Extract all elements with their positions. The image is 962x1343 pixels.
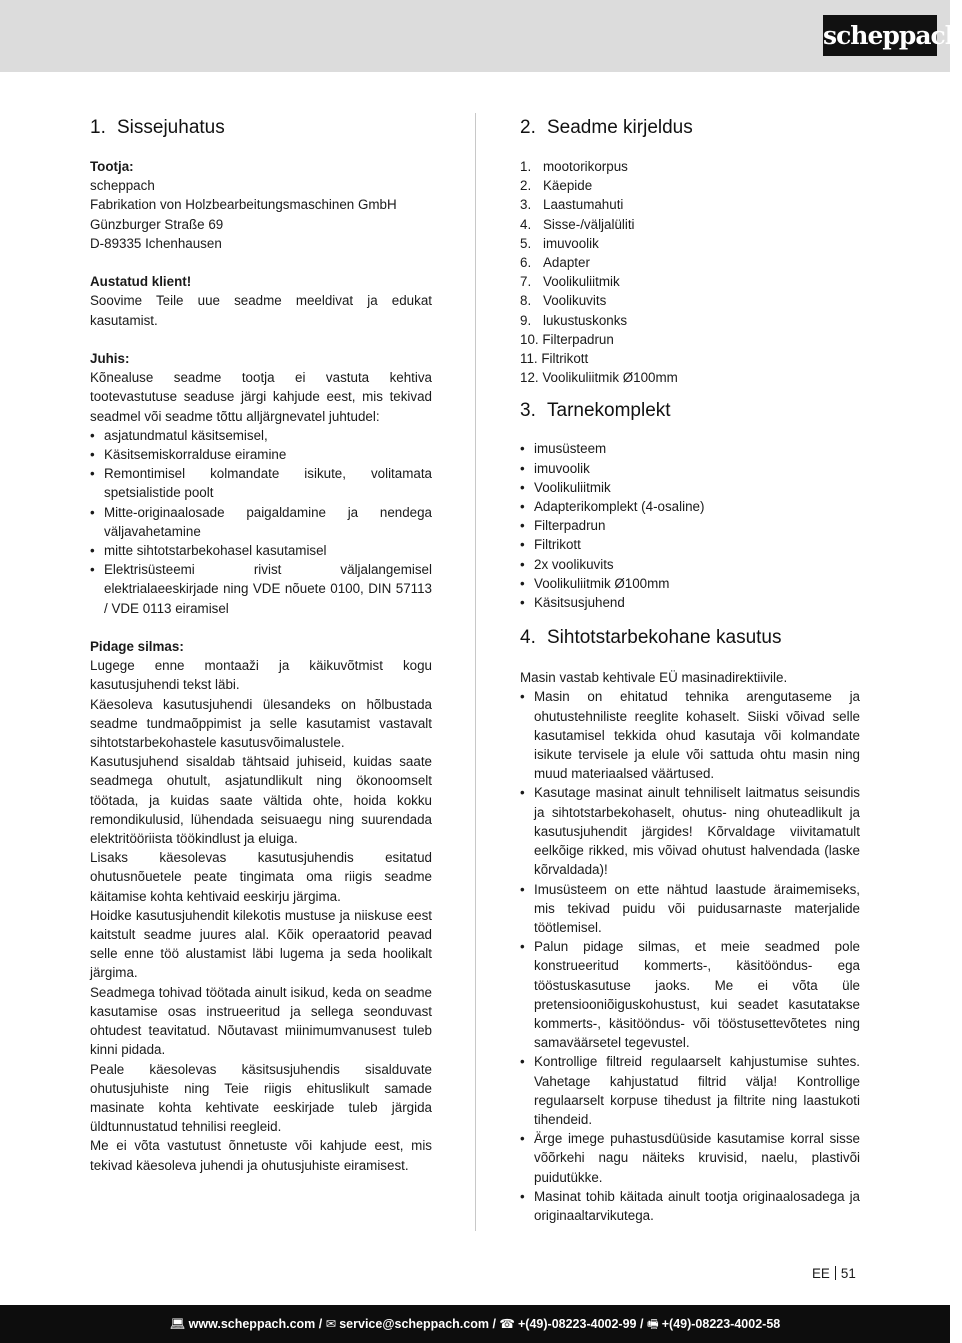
paragraph: Hoidke kasutusjuhendit kilekotis mustuse ja niiskuse eest kaitstult seadme juures alal. Kõik operaatorid peavad selle enne töö alustamist läbi lugema ja seda hoolikalt järgima.	[90, 907, 432, 981]
pidage-label: Pidage silmas:	[90, 639, 184, 655]
parts-list	[520, 157, 860, 387]
manufacturer-label: Tootja:	[90, 159, 134, 174]
list-item: • Filterpadrun	[520, 516, 860, 535]
address-line: D-89335 Ichenhausen	[90, 235, 222, 251]
address-line: scheppach	[90, 178, 155, 194]
juhis-list	[90, 426, 432, 618]
fax-icon: 🖷︎	[646, 1317, 659, 1331]
footer-web[interactable]: www.scheppach.com /	[188, 1317, 323, 1331]
page-number: EE 51	[812, 1266, 856, 1281]
list-item: 2. Käepide	[520, 178, 593, 194]
list-item: • Voolikuliitmik	[520, 478, 860, 497]
list-item: • Imusüsteem on ette nähtud laastude äraimemiseks, mis tekivad puidu või puidusarnaste materjalide töötlemisel.	[520, 880, 860, 938]
column-divider	[475, 113, 476, 1231]
list-item: 10. Filterpadrun	[520, 331, 614, 347]
list-item: • Mitte-originaalosade paigaldamine ja nendega väljavahetamine	[90, 503, 432, 541]
list-item: • Adapterikomplekt (4-osaline)	[520, 497, 860, 516]
list-item: • imuvoolik	[520, 459, 860, 478]
list-item: • Palun pidage silmas, et meie seadmed pole konstrueeritud kommerts-, käsitööndus- ega tööstuskasutuse jaoks. Me ei võta üle pretensiooniõiguskohustust, kui seadet kasutatakse kommerts-, käsitööndus- või tööstusettevõtetes ning samaväärsetel tegevustel.	[520, 937, 860, 1052]
email-icon: ✉︎	[325, 1317, 337, 1331]
delivery-list	[520, 439, 860, 612]
paragraph: Seadmega tohivad töötada ainult isikud, keda on seadme kasutamise osas instrueeritud ja sellega seonduvast ohtudest teavitatud. Nõutavast miinimumvanusest tuleb kinni pidada.	[90, 984, 432, 1058]
list-item: • asjatundmatul käsitsemisel,	[90, 426, 432, 445]
juhis-label: Juhis:	[90, 351, 130, 366]
list-item: • mitte sihtotstarbekohasel kasutamisel	[90, 541, 432, 560]
address-line: Günzburger Straße 69	[90, 216, 224, 232]
scheppach-logo: scheppach	[823, 15, 937, 56]
intro-text: Masin vastab kehtivale EÜ masinadirektiivile.	[520, 670, 788, 686]
left-column	[90, 116, 432, 1175]
paragraph: Lisaks käesolevas kasutusjuhendis esitatud ohutusnõuetele peate tingimata oma riigis seadme käitamise kohta kehtivaid eeskirju järgima.	[90, 850, 432, 904]
list-item: 3. Laastumahuti	[520, 197, 624, 213]
list-item: • Voolikuliitmik Ø100mm	[520, 574, 860, 593]
list-item: • Filtrikott	[520, 535, 860, 554]
juhis-text: Kõnealuse seadme tootja ei vastuta kehtiva tootevastutuse seaduse järgi kahjude eest, mis tekivad seadmel või seadme tõttu alljärgnevatel juhtudel:	[90, 370, 432, 424]
footer-fax: +(49)-08223-4002-58	[661, 1317, 781, 1331]
list-item: 6. Adapter	[520, 255, 590, 271]
right-column	[520, 116, 860, 1225]
list-item: 5. imuvoolik	[520, 235, 599, 251]
paragraph: Lugege enne montaaži ja käikuvõtmist kogu kasutusjuhendi tekst läbi.	[90, 658, 432, 693]
greeting-label: Austatud klient!	[90, 274, 192, 290]
list-item: • Käsitsusjuhend	[520, 593, 860, 612]
list-item: 1. mootorikorpus	[520, 159, 628, 174]
section-2-heading: 2. Seadme kirjeldus	[520, 117, 693, 138]
list-item: 12. Voolikuliitmik Ø100mm	[520, 370, 678, 386]
list-item: 7. Voolikuliitmik	[520, 274, 620, 290]
list-item: • Masin on ehitatud tehnika arengutaseme ja ohutustehniliste reeglite kohaselt. Siiski võivad selle kasutamisel tekkida ohud kasutaja või kolmandate isikute tervisele ja elule või sattuda ohtu masin ning muud materiaalsed väärtused.	[520, 687, 860, 783]
list-item: • Remontimisel kolmandate isikute, volitamata spetsialistide poolt	[90, 464, 432, 502]
list-item: • Masinat tohib käitada ainult tootja originaalosadega ja originaaltarvikutega.	[520, 1187, 860, 1225]
paragraph: Kasutusjuhend sisaldab tähtsaid juhiseid, kuidas saate seadmega ohutult, asjatundlikult ning ökonoomselt töötada, ja kuidas saate vältida ohte, hoida kokku remondikulusid, lühendada seisuaegu ning suurendada elektritööriista töökindlust ja eluiga.	[90, 754, 432, 847]
list-item: • Kasutage masinat ainult tehniliselt laitmatus seisundis ja sihtotstarbekohaselt, ohutus- ning ohuteadlikult ja kasutusjuhendit järgides! Kõrvaldage viivitamatult eelkõige rikked, mis võivad ohutust halvendada (laske kõrvaldada)!	[520, 783, 860, 879]
section-4-heading: 4. Sihtotstarbekohane kasutus	[520, 627, 782, 649]
list-item: 4. Sisse-/väljalüliti	[520, 216, 635, 232]
phone-icon: ☎︎	[499, 1317, 515, 1331]
list-item: • Käsitsemiskorralduse eiramine	[90, 445, 432, 464]
address-line: Fabrikation von Holzbearbeitungsmaschinen GmbH	[90, 197, 397, 213]
paragraph: Käesoleva kasutusjuhendi ülesandeks on hõlbustada seadme tundmaõppimist ja selle kasutamist vastavalt sihtotstarbekohastele kasutusvõimalustele.	[90, 696, 432, 751]
list-item: • Elektrisüsteemi rivist väljalangemisel elektrialaeeskirjade ning VDE nõuete 0100, DIN 57113 / VDE 0113 eiramisel	[90, 560, 432, 618]
paragraph: Me ei võta vastutust õnnetuste või kahjude eest, mis tekivad käesoleva juhendi ja ohutusjuhiste eiramisest.	[90, 1138, 432, 1173]
section-3-heading: 3. Tarnekomplekt	[520, 400, 671, 422]
list-item: • Kontrollige filtreid regulaarselt kahjustumise suhtes. Vahetage kahjustatud filtrid välja! Kontrollige regulaarselt korpuse tihedust ja filtrite ning laastukoti tihendeid.	[520, 1052, 860, 1129]
footer-phone: +(49)-08223-4002-99 /	[518, 1317, 644, 1331]
section-1-heading: 1. Sissejuhatus	[90, 117, 225, 138]
computer-icon: 💻︎	[169, 1317, 186, 1331]
paragraph: Peale käesolevas käsitsusjuhendis sisalduvate ohutusjuhiste ning Teie riigis ehituslikult samade masinate kohta kehtivate eeskirjade tuleb järgida üldtunnustatud tehnilisi reegleid.	[90, 1061, 432, 1135]
header-band	[0, 0, 950, 72]
greeting-text: Soovime Teile uue seadme meeldivat ja edukat kasutamist.	[90, 293, 432, 328]
footer-email[interactable]: service@scheppach.com /	[339, 1317, 496, 1331]
footer-bar	[0, 1305, 950, 1343]
list-item: 8. Voolikuvits	[520, 293, 607, 309]
usage-list	[520, 687, 860, 1225]
list-item: • Ärge imege puhastusdüüside kasutamise korral sisse võõrkehi nagu näiteks kruvisid, naelu, plastivõi puidutükke.	[520, 1129, 860, 1187]
list-item: 9. lukustuskonks	[520, 312, 628, 328]
list-item: • imusüsteem	[520, 439, 860, 458]
list-item: • 2x voolikuvits	[520, 555, 860, 574]
list-item: 11. Filtrikott	[520, 351, 589, 367]
